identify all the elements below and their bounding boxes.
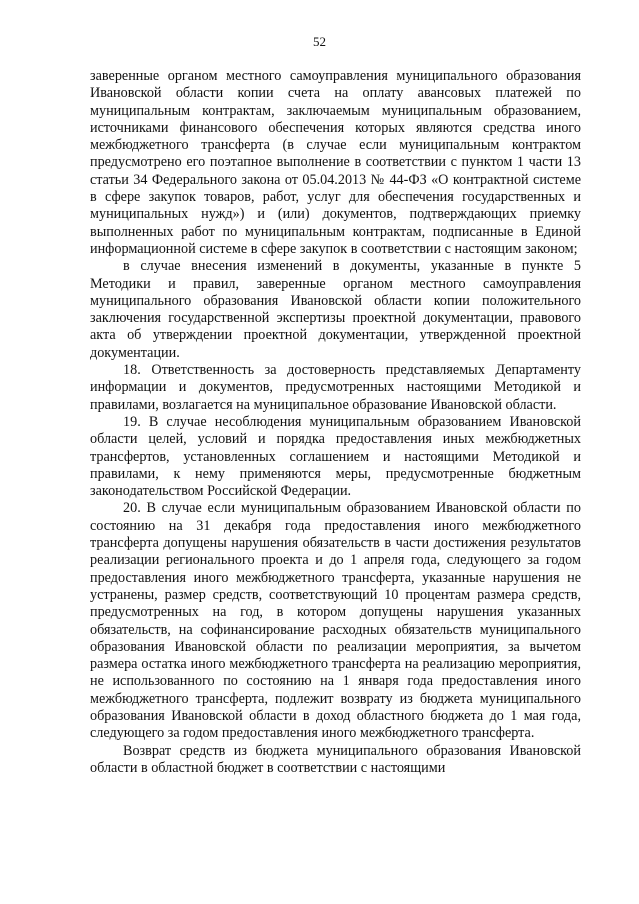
paragraph-5: 20. В случае если муниципальным образованием Ивановской области по состоянию на 31 декабря года предоставления иного межбюджетного трансферта допущены нарушения обязательств в части достижения результатов реализации регионального проекта и до 1 апреля года, следующего за годом предоставления иного межбюджетного трансферта, указанные нарушения не устранены, размер средств, соответствующий 10 процентам размера средств, предусмотренных на год, в котором допущены нарушения указанных обязательств, на софинансирование расходных обязательств муниципального образования Ивановской области по реализации мероприятия, за вычетом размера остатка иного межбюджетного трансферта на реализацию мероприятия, не использованного по состоянию на 1 января года предоставления иного межбюджетного трансферта, подлежит возврату из бюджета муниципального образования Ивановской области в доход областного бюджета до 1 мая года, следующего за годом предоставления иного межбюджетного трансферта. xyxy=(90,500,581,742)
paragraph-6: Возврат средств из бюджета муниципального образования Ивановской области в областной бюджет в соответствии с настоящими xyxy=(90,742,581,776)
paragraph-1: заверенные органом местного самоуправления муниципального образования Ивановской области копии счета на оплату авансовых платежей по муниципальным контрактам, заключаемым муниципальным образованием, источниками финансового обеспечения которых являются средства иного межбюджетного трансферта (в случае если муниципальным контрактом предусмотрено его поэтапное выполнение в соответствии с пунктом 1 части 13 статьи 34 Федерального закона от 05.04.2013 № 44-ФЗ «О контрактной системе в сфере закупок товаров, работ, услуг для обеспечения государственных и муниципальных нужд») и (или) документов, подтверждающих приемку выполненных работ по муниципальным контрактам, подписанные в Единой информационной системе в сфере закупок в соответствии с настоящим законом; xyxy=(90,68,581,257)
paragraph-3: 18. Ответственность за достоверность представляемых Департаменту информации и документов, предусмотренных настоящими Методикой и правилами, возлагается на муниципальное образование Ивановской области. xyxy=(90,362,581,413)
page-number: 52 xyxy=(313,34,326,49)
body-text xyxy=(90,68,581,777)
paragraph-2: в случае внесения изменений в документы, указанные в пункте 5 Методики и правил, заверенные органом местного самоуправления муниципального образования Ивановской области копии положительного заключения государственной экспертизы проектной документации, правового акта об утверждении проектной документации, утвержденной проектной документации. xyxy=(90,258,581,361)
paragraph-4: 19. В случае несоблюдения муниципальным образованием Ивановской области целей, условий и порядка предоставления иных межбюджетных трансфертов, установленных соглашением и настоящими Методикой и правилами, к нему применяются меры, предусмотренные бюджетным законодательством Российской Федерации. xyxy=(90,413,581,500)
